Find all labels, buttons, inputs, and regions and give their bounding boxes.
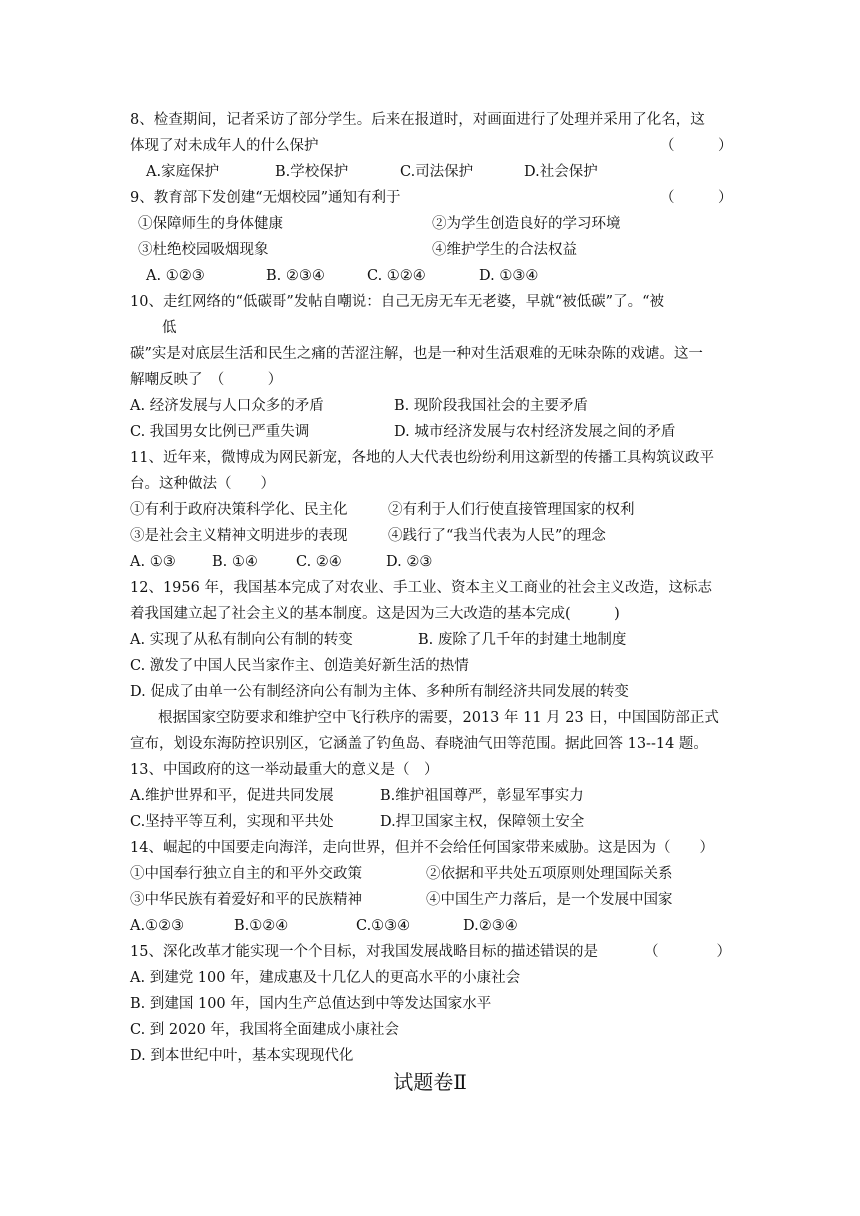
q10-stem-wrap: 低	[162, 320, 177, 336]
q11-option-b: B. ①④	[212, 554, 258, 570]
material-line2: 宣布，划设东海防控识别区，它涵盖了钓鱼岛、春晓油气田等范围。据此回答 13--14 题。	[130, 736, 708, 752]
q15-option-c: C. 到 2020 年，我国将全面建成小康社会	[130, 1022, 399, 1038]
q8-stem-line2: 体现了对未成年人的什么保护	[130, 138, 319, 154]
q9-answer-paren: （ ）	[660, 190, 733, 206]
q13-option-a: A.维护世界和平，促进共同发展	[130, 788, 334, 804]
q9-stem: 9、教育部下发创建“无烟校园”通知有利于	[130, 190, 401, 206]
q9-option-b: B. ②③④	[266, 268, 325, 284]
q14-stem: 14、崛起的中国要走向海洋，走向世界，但并不会给任何国家带来威胁。这是因为（ ）	[130, 840, 714, 856]
q11-item-1: ①有利于政府决策科学化、民主化	[130, 502, 348, 518]
q12-stem-line1: 12、1956 年，我国基本完成了对农业、手工业、资本主义工商业的社会主义改造，这标志	[130, 580, 712, 596]
q14-option-b: B.①②④	[234, 918, 289, 934]
q14-item-4: ④中国生产力落后，是一个发展中国家	[426, 892, 673, 908]
q15-option-d: D. 到本世纪中叶，基本实现现代化	[130, 1048, 354, 1064]
q11-option-d: D. ②③	[386, 554, 433, 570]
q12-option-c: C. 激发了中国人民当家作主、创造美好新生活的热情	[130, 658, 469, 674]
q10-option-c: C. 我国男女比例已严重失调	[130, 424, 310, 440]
q9-option-a: A. ①②③	[146, 268, 205, 284]
q8-option-c: C.司法保护	[400, 164, 474, 180]
q8-stem-line1: 8、检查期间，记者采访了部分学生。后来在报道时，对画面进行了处理并采用了化名，这	[130, 112, 705, 128]
q13-stem: 13、中国政府的这一举动最重大的意义是（ ）	[130, 762, 439, 778]
q15-answer-paren: （ ）	[644, 944, 731, 960]
q12-stem-line2: 着我国建立起了社会主义的基本制度。这是因为三大改造的基本完成( )	[130, 606, 620, 622]
q11-stem-line1: 11、近年来，微博成为网民新宠，各地的人大代表也纷纷利用这新型的传播工具构筑议政平	[130, 450, 714, 466]
q9-item-4: ④维护学生的合法权益	[432, 242, 577, 258]
q10-option-a: A. 经济发展与人口众多的矛盾	[130, 398, 324, 414]
q12-option-d: D. 促成了由单一公有制经济向公有制为主体、多种所有制经济共同发展的转变	[130, 684, 629, 700]
q14-option-c: C.①③④	[356, 918, 411, 934]
q10-stem-line1: 10、走红网络的“低碳哥”发帖自嘲说：自己无房无车无老婆，早就“被低碳”了。“被	[130, 294, 665, 310]
q8-option-a: A.家庭保护	[146, 164, 220, 180]
q14-item-3: ③中华民族有着爱好和平的民族精神	[130, 892, 362, 908]
q8-option-b: B.学校保护	[275, 164, 349, 180]
q11-item-3: ③是社会主义精神文明进步的表现	[130, 528, 348, 544]
q9-item-1: ①保障师生的身体健康	[138, 216, 283, 232]
q8-answer-paren: （ ）	[660, 138, 733, 154]
q15-option-a: A. 到建党 100 年，建成惠及十几亿人的更高水平的小康社会	[130, 970, 521, 986]
q14-option-a: A.①②③	[130, 918, 185, 934]
material-line1: 根据国家空防要求和维护空中飞行秩序的需要，2013 年 11 月 23 日，中国国防部正式	[158, 710, 719, 726]
q11-stem-line2: 台。这种做法（ ）	[130, 476, 275, 492]
q11-option-a: A. ①③	[130, 554, 176, 570]
q12-option-b: B. 废除了几千年的封建土地制度	[418, 632, 627, 648]
q10-stem-line3: 解嘲反映了 （ ）	[130, 372, 283, 388]
q13-option-c: C.坚持平等互利，实现和平共处	[130, 814, 334, 830]
q11-item-4: ④践行了“我当代表为人民”的理念	[388, 528, 606, 544]
q10-option-b: B. 现阶段我国社会的主要矛盾	[394, 398, 588, 414]
q9-option-d: D. ①③④	[479, 268, 539, 284]
q14-option-d: D.②③④	[463, 918, 518, 934]
q11-option-c: C. ②④	[296, 554, 342, 570]
q15-stem: 15、深化改革才能实现一个个目标，对我国发展战略目标的描述错误的是	[130, 944, 598, 960]
q15-option-b: B. 到建国 100 年，国内生产总值达到中等发达国家水平	[130, 996, 492, 1012]
q13-option-b: B.维护祖国尊严，彰显军事实力	[380, 788, 584, 804]
q11-item-2: ②有利于人们行使直接管理国家的权利	[388, 502, 635, 518]
section-title: 试题卷Ⅱ	[393, 1070, 467, 1094]
q8-option-d: D.社会保护	[524, 164, 598, 180]
q13-option-d: D.捍卫国家主权，保障领土安全	[380, 814, 585, 830]
q10-option-d: D. 城市经济发展与农村经济发展之间的矛盾	[394, 424, 676, 440]
q9-option-c: C. ①②④	[367, 268, 426, 284]
q14-item-2: ②依据和平共处五项原则处理国际关系	[426, 866, 673, 882]
q12-option-a: A. 实现了从私有制向公有制的转变	[130, 632, 353, 648]
q10-stem-line2: 碳”实是对底层生活和民生之痛的苦涩注解，也是一种对生活艰难的无味杂陈的戏谑。这一	[130, 346, 703, 362]
q9-item-2: ②为学生创造良好的学习环境	[432, 216, 621, 232]
q9-item-3: ③杜绝校园吸烟现象	[138, 242, 269, 258]
q14-item-1: ①中国奉行独立自主的和平外交政策	[130, 866, 362, 882]
